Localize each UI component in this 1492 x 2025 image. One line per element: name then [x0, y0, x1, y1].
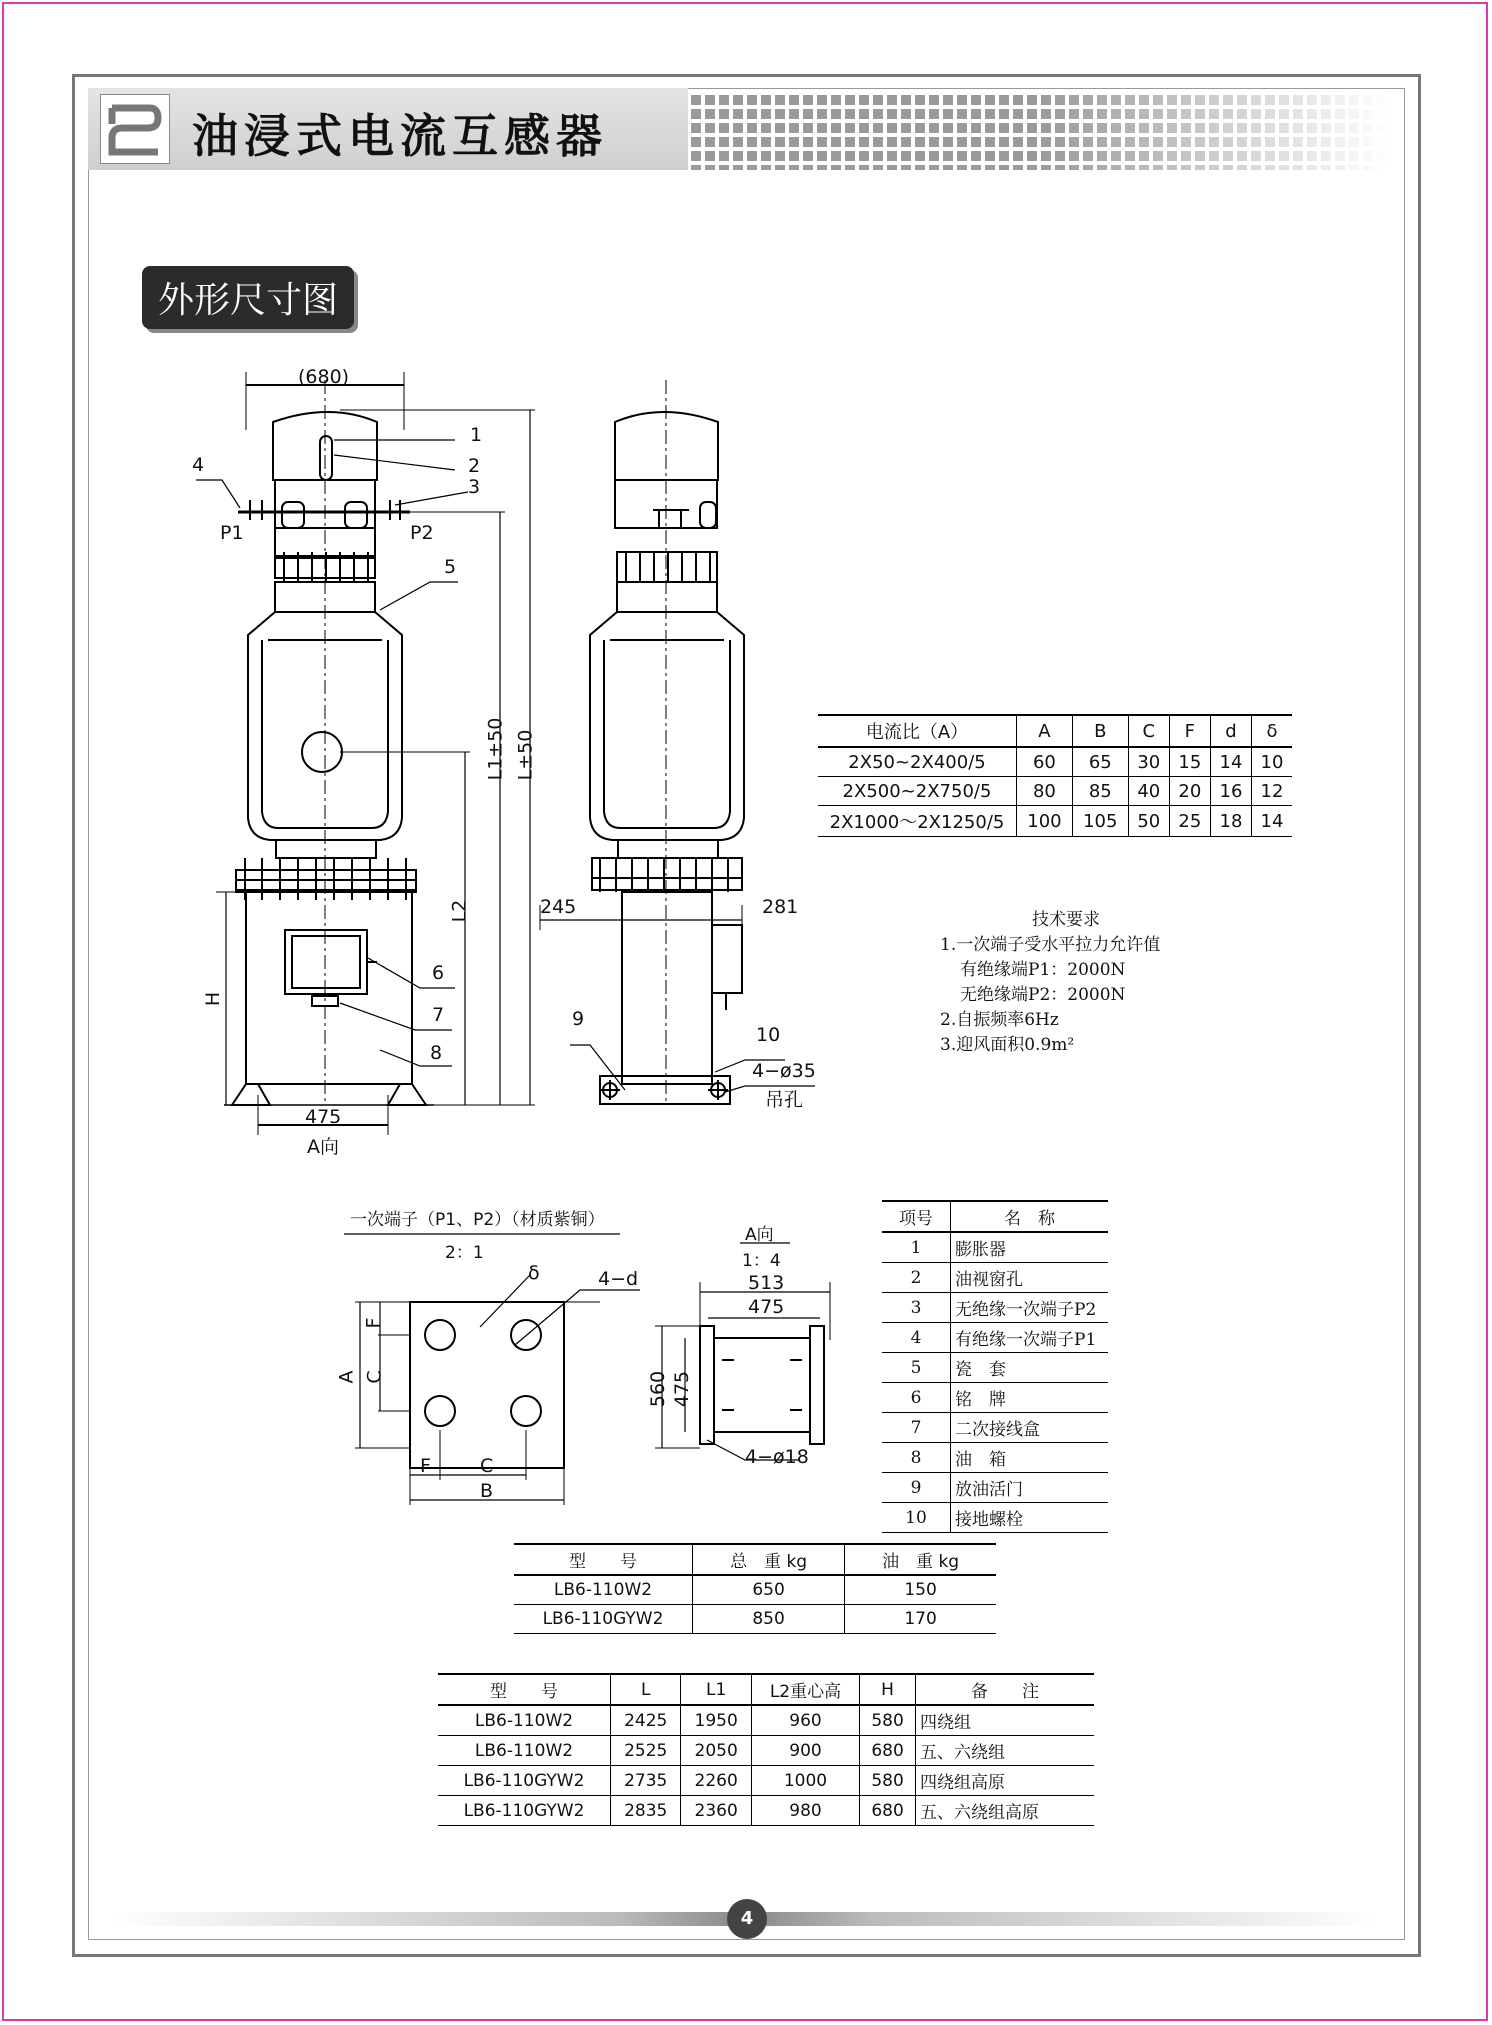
dim-281: 281 — [762, 896, 799, 918]
cell: 2260 — [681, 1766, 751, 1796]
table-row — [818, 777, 1292, 806]
table-row — [882, 1503, 1108, 1533]
terminal-delta: δ — [528, 1262, 540, 1284]
hole-35: 4−ø35 — [752, 1060, 816, 1082]
cell: 15 — [1169, 747, 1210, 777]
section-tag: 外形尺寸图 — [142, 266, 354, 329]
side-view — [540, 380, 815, 1105]
cell: 1950 — [681, 1705, 751, 1736]
cell: 20 — [1169, 777, 1210, 806]
cell: 60 — [1017, 747, 1073, 777]
cell: 2 — [882, 1263, 951, 1293]
cell: LB6-110GYW2 — [438, 1766, 611, 1796]
cell: 18 — [1210, 806, 1251, 837]
cell: LB6-110W2 — [438, 1705, 611, 1736]
label-l: L±50 — [514, 729, 537, 781]
cell: 14 — [1252, 806, 1293, 837]
callout-10: 10 — [756, 1024, 781, 1046]
cell: 680 — [860, 1796, 916, 1826]
page-number: 4 — [727, 1899, 767, 1939]
base-w513: 513 — [748, 1272, 785, 1294]
table-row — [882, 1413, 1108, 1443]
terminal-f-h: F — [420, 1455, 431, 1477]
cell: 105 — [1072, 806, 1128, 837]
cell: 2X500~2X750/5 — [818, 777, 1017, 806]
cell: 2425 — [611, 1705, 681, 1736]
terminal-holes: 4−d — [598, 1268, 639, 1290]
cell: 6 — [882, 1383, 951, 1413]
cell: 16 — [1210, 777, 1251, 806]
weight-header: 型 号 — [514, 1544, 693, 1575]
cell: 放油活门 — [951, 1473, 1109, 1503]
weight-table — [514, 1543, 996, 1634]
table-row — [438, 1736, 1094, 1766]
table-row — [882, 1293, 1108, 1323]
label-l2: L2 — [448, 899, 471, 923]
ratio-header: A — [1017, 715, 1073, 747]
cell: 瓷 套 — [951, 1353, 1109, 1383]
cell: 五、六绕组 — [916, 1736, 1095, 1766]
cell: 1 — [882, 1232, 951, 1263]
cell: LB6-110W2 — [514, 1575, 693, 1605]
cell: 30 — [1128, 747, 1169, 777]
table-row — [438, 1705, 1094, 1736]
label-a-direction: A向 — [307, 1136, 339, 1158]
cell: 3 — [882, 1293, 951, 1323]
callout-3: 3 — [468, 476, 481, 498]
tech-line: 3.迎风面积0.9m² — [940, 1035, 1075, 1055]
cell: 25 — [1169, 806, 1210, 837]
callout-1: 1 — [470, 424, 483, 446]
parts-table — [882, 1200, 1108, 1533]
dim-245: 245 — [540, 896, 577, 918]
base-holes: 4−ø18 — [745, 1446, 809, 1468]
ratio-table — [818, 714, 1292, 837]
label-p1: P1 — [220, 522, 244, 544]
tech-title: 技术要求 — [1032, 910, 1100, 930]
cell: 铭 牌 — [951, 1383, 1109, 1413]
cell: 2835 — [611, 1796, 681, 1826]
size-header: L2重心高 — [751, 1674, 859, 1705]
cell: 4 — [882, 1323, 951, 1353]
tech-line: 无绝缘端P2：2000N — [960, 985, 1126, 1005]
table-row — [882, 1353, 1108, 1383]
callout-6: 6 — [432, 962, 445, 984]
table-row — [438, 1796, 1094, 1826]
size-header: L — [611, 1674, 681, 1705]
dim-475: 475 — [305, 1106, 342, 1128]
cell: 980 — [751, 1796, 859, 1826]
cell: 680 — [860, 1736, 916, 1766]
callout-7: 7 — [432, 1004, 445, 1026]
cell: 14 — [1210, 747, 1251, 777]
cell: 85 — [1072, 777, 1128, 806]
table-row — [818, 747, 1292, 777]
ratio-header: d — [1210, 715, 1251, 747]
callout-9: 9 — [572, 1008, 585, 1030]
cell: 9 — [882, 1473, 951, 1503]
size-table — [438, 1673, 1094, 1826]
base-scale: 1：4 — [742, 1251, 781, 1271]
table-row — [818, 806, 1292, 837]
tech-line: 1.一次端子受水平拉力允许值 — [940, 935, 1161, 955]
cell: 580 — [860, 1705, 916, 1736]
terminal-f-v: F — [362, 1317, 385, 1329]
cell: 四绕组 — [916, 1705, 1095, 1736]
cell: LB6-110W2 — [438, 1736, 611, 1766]
terminal-b: B — [480, 1480, 494, 1502]
table-row — [882, 1263, 1108, 1293]
callout-8: 8 — [430, 1042, 443, 1064]
ratio-header: δ — [1252, 715, 1293, 747]
cell: LB6-110GYW2 — [438, 1796, 611, 1826]
cell: 油 箱 — [951, 1443, 1109, 1473]
cell: 50 — [1128, 806, 1169, 837]
parts-header: 名 称 — [951, 1201, 1109, 1232]
ratio-header: 电流比（A） — [818, 715, 1017, 747]
cell: 膨胀器 — [951, 1232, 1109, 1263]
cell: 2525 — [611, 1736, 681, 1766]
table-row — [514, 1605, 996, 1634]
base-h560: 560 — [647, 1370, 670, 1408]
table-row — [882, 1323, 1108, 1353]
size-header: L1 — [681, 1674, 751, 1705]
cell: 五、六绕组高原 — [916, 1796, 1095, 1826]
label-h: H — [202, 991, 225, 1007]
terminal-a: A — [335, 1370, 358, 1384]
terminal-detail — [344, 1234, 640, 1505]
weight-header: 油 重 kg — [845, 1544, 996, 1575]
cell: 65 — [1072, 747, 1128, 777]
tech-line: 有绝缘端P1：2000N — [960, 960, 1126, 980]
cell: 2360 — [681, 1796, 751, 1826]
size-header: 备 注 — [916, 1674, 1095, 1705]
cell: 80 — [1017, 777, 1073, 806]
cell: 900 — [751, 1736, 859, 1766]
callout-5: 5 — [444, 556, 457, 578]
cell: 5 — [882, 1353, 951, 1383]
table-row — [514, 1575, 996, 1605]
cell: 10 — [882, 1503, 951, 1533]
terminal-title: 一次端子（P1、P2）（材质紫铜） — [350, 1210, 605, 1230]
hole-35-note: 吊孔 — [765, 1089, 804, 1111]
dim-680: (680) — [298, 366, 350, 388]
cell: 960 — [751, 1705, 859, 1736]
cell: 8 — [882, 1443, 951, 1473]
weight-header: 总 重 kg — [693, 1544, 845, 1575]
ratio-header: B — [1072, 715, 1128, 747]
cell: 有绝缘一次端子P1 — [951, 1323, 1109, 1353]
table-row — [882, 1383, 1108, 1413]
table-row — [882, 1443, 1108, 1473]
cell: 四绕组高原 — [916, 1766, 1095, 1796]
cell: 7 — [882, 1413, 951, 1443]
tech-line: 2.自振频率6Hz — [940, 1010, 1059, 1030]
page-title: 油浸式电流互感器 — [192, 109, 608, 163]
terminal-scale: 2：1 — [445, 1243, 484, 1263]
table-row — [438, 1766, 1094, 1796]
cell: 650 — [693, 1575, 845, 1605]
callout-4: 4 — [192, 454, 205, 476]
cell: 2X1000～2X1250/5 — [818, 806, 1017, 837]
cell: 12 — [1252, 777, 1293, 806]
callout-2: 2 — [468, 455, 481, 477]
table-row — [882, 1232, 1108, 1263]
cell: 2735 — [611, 1766, 681, 1796]
front-view — [196, 372, 535, 1135]
label-p2: P2 — [410, 522, 434, 544]
ratio-header: F — [1169, 715, 1210, 747]
table-row — [882, 1473, 1108, 1503]
base-detail — [655, 1243, 830, 1460]
cell: 100 — [1017, 806, 1073, 837]
base-w475: 475 — [748, 1296, 785, 1318]
cell: 850 — [693, 1605, 845, 1634]
cell: 150 — [845, 1575, 996, 1605]
cell: 2X50~2X400/5 — [818, 747, 1017, 777]
cell: 2050 — [681, 1736, 751, 1766]
cell: 油视窗孔 — [951, 1263, 1109, 1293]
label-l1: L1±50 — [484, 717, 507, 781]
size-header: 型 号 — [438, 1674, 611, 1705]
terminal-c-v: C — [363, 1370, 386, 1384]
cell: 40 — [1128, 777, 1169, 806]
cell: 580 — [860, 1766, 916, 1796]
parts-header: 项号 — [882, 1201, 951, 1232]
base-title: A向 — [745, 1225, 774, 1245]
terminal-c-h: C — [480, 1455, 494, 1477]
cell: LB6-110GYW2 — [514, 1605, 693, 1634]
cell: 二次接线盒 — [951, 1413, 1109, 1443]
ratio-header: C — [1128, 715, 1169, 747]
cell: 1000 — [751, 1766, 859, 1796]
tech-requirements — [940, 908, 1160, 1058]
cell: 无绝缘一次端子P2 — [951, 1293, 1109, 1323]
cell: 170 — [845, 1605, 996, 1634]
size-header: H — [860, 1674, 916, 1705]
base-h475: 475 — [671, 1370, 694, 1408]
cell: 10 — [1252, 747, 1293, 777]
cell: 接地螺栓 — [951, 1503, 1109, 1533]
